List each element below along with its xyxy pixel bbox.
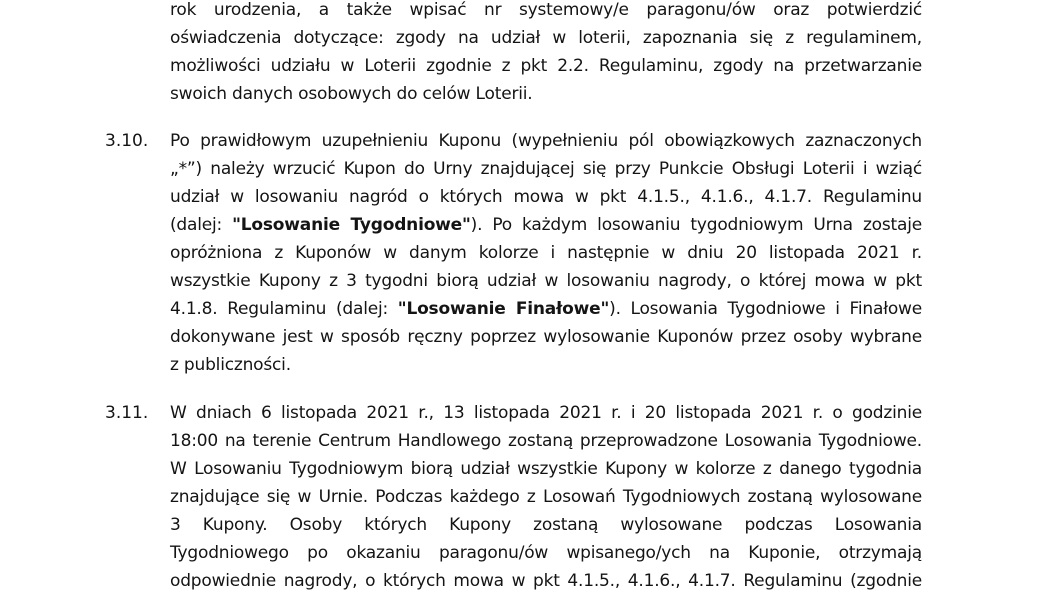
section-3-10-line-8: dokonywane jest w sposób ręczny poprzez wylosowanie Kuponów przez osoby wybrane — [170, 327, 922, 347]
section-3-11-line-1: W dniach 6 listopada 2021 r., 13 listopada 2021 r. i 20 listopada 2021 r. o godzinie — [170, 403, 922, 423]
line-7-text-after: ). Losowania Tygodniowe i Finałowe — [609, 299, 922, 319]
term-losowanie-finalowe: "Losowanie Finałowe" — [397, 299, 610, 319]
intro-line-2: oświadczenia dotyczące: zgody na udział w loterii, zapoznania się z regulaminem, — [170, 28, 922, 48]
section-3-10-line-2: „*”) należy wrzucić Kupon do Urny znajdującej się przy Punkcie Obsługi Loterii i wziąć — [170, 159, 922, 179]
section-3-11-line-2: 18:00 na terenie Centrum Handlowego zostaną przeprowadzone Losowania Tygodniowe. — [170, 431, 922, 451]
section-number-3-10: 3.10. — [105, 131, 149, 151]
section-3-11-line-4: znajdujące się w Urnie. Podczas każdego z Losowań Tygodniowych zostaną wylosowane — [170, 487, 922, 507]
intro-line-4: swoich danych osobowych do celów Loterii. — [170, 84, 533, 104]
section-number-3-11: 3.11. — [105, 403, 149, 423]
section-3-10-line-1: Po prawidłowym uzupełnieniu Kuponu (wypełnieniu pól obowiązkowych zaznaczonych — [170, 131, 922, 151]
line-4-text-before: (dalej: — [170, 215, 233, 235]
intro-line-3: możliwości udziału w Loterii zgodnie z pkt 2.2. Regulaminu, zgody na przetwarzanie — [170, 56, 922, 76]
section-3-11-line-3: W Losowaniu Tygodniowym biorą udział wszystkie Kupony w kolorze z danego tygodnia — [170, 459, 922, 479]
section-3-10-line-6: wszystkie Kupony z 3 tygodni biorą udział w losowaniu nagrody, o której mowa w pkt — [170, 271, 922, 291]
section-3-11-line-7: odpowiednie nagrody, o których mowa w pkt 4.1.5., 4.1.6., 4.1.7. Regulaminu (zgodnie — [170, 571, 922, 591]
section-3-10-line-3: udział w losowaniu nagród o których mowa w pkt 4.1.5., 4.1.6., 4.1.7. Regulaminu — [170, 187, 922, 207]
intro-line-1: rok urodzenia, a także wpisać nr systemowy/e paragonu/ów oraz potwierdzić — [170, 0, 922, 20]
section-3-10-line-5: opróżniona z Kuponów w danym kolorze i następnie w dniu 20 listopada 2021 r. — [170, 243, 922, 263]
section-3-10-line-9: z publiczności. — [170, 355, 291, 375]
line-7-text-before: 4.1.8. Regulaminu (dalej: — [170, 299, 398, 319]
term-losowanie-tygodniowe: "Losowanie Tygodniowe" — [232, 215, 471, 235]
section-3-10-line-4 — [170, 214, 922, 236]
line-4-text-after: ). Po każdym losowaniu tygodniowym Urna zostaje — [470, 215, 922, 235]
section-3-10-line-7 — [170, 298, 922, 320]
section-3-11-line-6: Tygodniowego po okazaniu paragonu/ów wpisanego/ych na Kuponie, otrzymają — [170, 543, 922, 563]
section-3-11-line-5: 3 Kupony. Osoby których Kupony zostaną wylosowane podczas Losowania — [170, 515, 922, 535]
